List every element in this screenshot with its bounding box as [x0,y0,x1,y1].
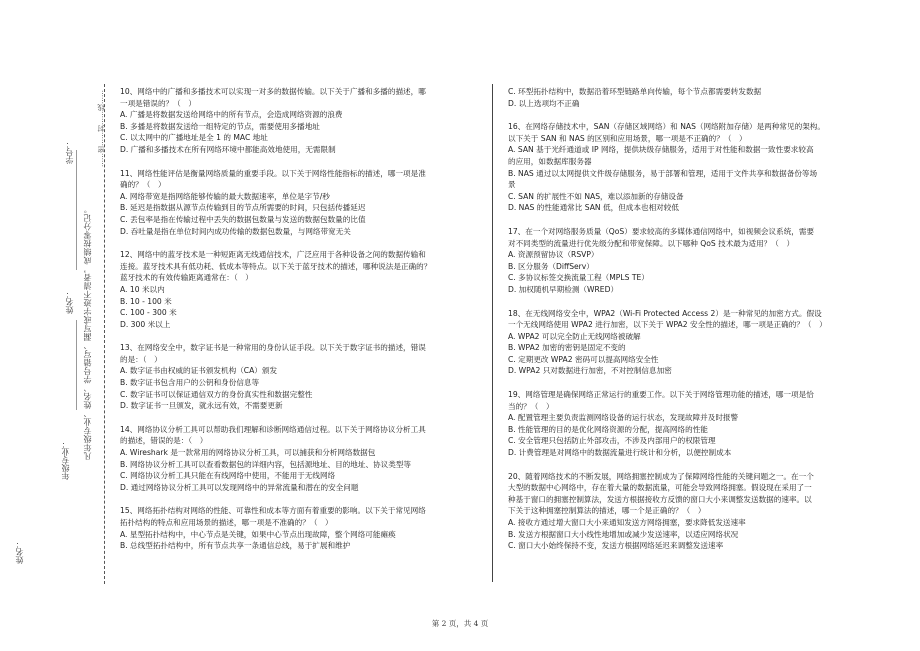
question-stem-line: 的是：（ ） [120,354,162,364]
option-c: C. 数字证书可以保证通信双方的身份真实性和数据完整性 [120,389,313,399]
option-b: B. 发送方根据窗口大小线性地增加或减少发送速率，以适应网络状况 [508,529,739,539]
question-stem-line: 一项是错误的？（ ） [120,98,196,108]
student-id-underline [76,150,77,270]
question-stem-line: 下关于这种拥塞控制算法的描述，哪一个是正确的？（ ） [508,506,706,516]
question-stem-line: 11、网络性能评估是衡量网络质量的重要手段。以下关于网络性能指标的描述，哪一项是准 [120,168,426,178]
question-stem-line: 20、随着网络技术的不断发展，网络拥塞控制成为了保障网络性能的关键问题之一。在一个 [508,471,814,481]
right-column [508,86,838,564]
name-underline [76,320,77,410]
question-stem-line: 的描述，错误的是：（ ） [120,436,208,446]
option-d: D. 300 米以上 [120,319,171,329]
option-c: C. 以太网中的广播地址是全 1 的 MAC 地址 [120,133,268,143]
question-stem-line: 种基于窗口的拥塞控制算法，发送方根据接收方反馈的窗口大小来调整发送数据的速率。以 [508,494,812,504]
option-a: A. 接收方通过增大窗口大小来通知发送方网络拥塞，要求降低发送速率 [508,518,746,527]
question-stem-line: 10、网络中的广播和多播技术可以实现一对多的数据传输。以下关于广播和多播的描述，哪 [120,87,426,96]
option-d: D. 广播和多播技术在所有网络环境中都能高效地使用，无需限制 [120,144,336,154]
option-a-cont: 的应用，如数据库服务器 [508,156,592,166]
option-c: C. 定期更改 WPA2 密码可以提高网络安全性 [508,354,659,364]
option-b: B. 数字证书包含用户的公钥和身份信息等 [120,378,260,388]
question-stem-line: 拓扑结构的特点和应用场景的描述，哪一项是不准确的？（ ） [120,518,333,527]
name-label: 姓名： [65,290,74,314]
option-d: D. 通过网络协议分析工具可以发现网络中的异常流量和潜在的安全问题 [120,482,359,492]
question-stem-line: 13、在网络安全中，数字证书是一种常用的身份认证手段。以下关于数字证书的描述，错误 [120,343,426,353]
option-c: C. 环型拓扑结构中，数据沿着环型链路单向传输，每个节点都需要转发数据 [508,87,762,96]
option-b: B. 区分服务（DiffServ） [508,261,594,271]
option-d: D. 计费管理是对网络中的数据流量进行统计和分析，以便控制成本 [508,448,732,458]
question-stem-line: 连接。蓝牙技术具有低功耗、低成本等特点。以下关于蓝牙技术的描述，哪种说法是正确的？ [120,261,432,271]
question-stem-line: 大型的数据中心网络中，存在着大量的数据流量，可能会导致网络拥塞。假设现在采用了一 [508,483,812,493]
question-stem-line: 一个无线网络使用 WPA2 进行加密，以下关于 WPA2 安全性的描述，哪一项是正确的？（ ） [508,320,827,330]
option-a: A. 数字证书由权威的证书颁发机构（CA）颁发 [120,366,278,376]
option-d: D. 加权随机早期检测（WRED） [508,284,619,294]
question-10 [120,86,455,156]
question-13 [120,342,455,412]
page-number: 第 2 页，共 4 页 [431,619,489,628]
question-20 [508,471,838,552]
seal-line [104,84,105,584]
option-b-cont: 景 [508,180,516,190]
option-a: A. WPA2 可以完全防止无线网络被破解 [508,331,641,341]
question-stem-line: 15、网络拓扑结构对网络的性能、可靠性和成本等方面有着重要的影响。以下关于常见网络 [120,506,426,516]
full-name-label: 姓名： [15,540,24,564]
question-stem-line: 当的？（ ） [508,401,554,411]
option-b: B. 10 - 100 米 [120,296,172,306]
option-d: D. WPA2 只对数据进行加密，不对控制信息加密 [508,366,672,376]
left-column [120,86,455,564]
question-17 [508,226,838,296]
question-stem-line: 17、在一个对网络服务质量（QoS）要求较高的多媒体通信网络中，如视频会议系统，需要 [508,226,815,236]
option-d: D. NAS 的性能通常比 SAN 低，但成本也相对较低 [508,203,679,213]
question-18 [508,308,838,378]
option-a: A. 广播是将数据发送给网络中的所有节点，会造成网络资源的浪费 [120,110,343,120]
option-c: C. 丢包率是指在传输过程中丢失的数据包数量与发送的数据包数量的比值 [120,214,366,224]
question-stem-line: 对不同类型的流量进行优先级分配和带宽保障。以下哪种 QoS 技术最为适用？（ ） [508,238,795,248]
option-a: A. 星型拓扑结构中，中心节点是关键，如果中心节点出现故障，整个网络可能瘫痪 [120,529,396,539]
question-14 [120,424,455,494]
question-stem-line: 确的？（ ） [120,180,166,190]
option-b: B. 总线型拓扑结构中，所有节点共享一条通信总线，易于扩展和维护 [120,541,351,551]
question-stem-line: 18、在无线网络安全中，WPA2（Wi-Fi Protected Access 2）是一种常见的加密方式。假设 [508,308,822,318]
question-15-continued [508,86,838,109]
question-15 [120,505,455,551]
major-label: 年级专业： [61,440,70,480]
option-a: A. 10 米以内 [120,284,165,294]
instruction-text: 凡年级专业、姓名、学号错写、漏写或字迹不清者，成绩按零分记。 [83,205,92,460]
question-stem-line: 12、网络中的蓝牙技术是一种短距离无线通信技术，广泛应用于各种设备之间的数据传输和 [120,250,426,260]
question-stem-line: 蓝牙技术的有效传输距离通常在：（ ） [120,273,253,283]
question-12 [120,249,455,330]
option-b: B. NAS 通过以太网提供文件级存储服务，易于部署和管理，适用于文件共享和数据备份等场 [508,168,818,178]
option-b: B. 网络协议分析工具可以查看数据包的详细内容，包括源地址、目的地址、协议类型等 [120,459,412,469]
seal-mark: ……密……封……线…… [97,90,105,167]
question-stem-line: 16、在网络存储技术中，SAN（存储区域网络）和 NAS（网络附加存储）是两种常见的架构。 [508,122,825,132]
option-a: A. 资源预留协议（RSVP） [508,250,599,260]
option-a: A. Wireshark 是一款常用的网络协议分析工具，可以捕获和分析网络数据包 [120,448,376,458]
option-d: D. 吞吐量是指在单位时间内成功传输的数据包数量，与网络带宽无关 [120,226,351,236]
option-c: C. SAN 的扩展性不如 NAS，难以添加新的存储设备 [508,191,684,201]
option-b: B. 性能管理的目的是优化网络资源的分配，提高网络的性能 [508,424,708,434]
student-id-label: 学号： [65,140,74,164]
option-c: C. 网络协议分析工具只能在有线网络中使用，不能用于无线网络 [120,471,336,481]
option-a: A. 网络带宽是指网络能够传输的最大数据速率，单位是字节/秒 [120,191,330,201]
option-d: D. 数字证书一旦颁发，就永远有效，不需要更新 [120,401,283,411]
option-b: B. WPA2 加密的密钥是固定不变的 [508,343,626,353]
option-b: B. 多播是将数据发送给一组特定的节点，需要使用多播地址 [120,121,320,131]
option-b: B. 延迟是指数据从源节点传输到目的节点所需要的时间，只包括传播延迟 [120,203,366,213]
question-stem-line: 以下关于 SAN 和 NAS 的区别和应用场景，哪一项是不正确的？（ ） [508,133,747,143]
question-19 [508,389,838,459]
question-16 [508,121,838,214]
question-11 [120,168,455,238]
binding-margin [0,0,110,651]
option-c: C. 安全管理只包括防止外部攻击，不涉及内部用户的权限管理 [508,436,716,446]
option-a: A. 配置管理主要负责监测网络设备的运行状态，发现故障并及时报警 [508,413,739,423]
option-c: C. 100 - 300 米 [120,308,177,318]
option-c: C. 多协议标签交换流量工程（MPLS TE） [508,273,649,283]
question-stem-line: 14、网络协议分析工具可以帮助我们理解和诊断网络通信过程。以下关于网络协议分析工具 [120,424,426,434]
option-a: A. SAN 基于光纤通道或 IP 网络，提供块级存储服务，适用于对性能和数据一致性要求较高 [508,145,814,155]
column-divider [492,84,493,582]
option-c: C. 窗口大小始终保持不变，发送方根据网络延迟来调整发送速率 [508,541,724,551]
option-d: D. 以上选项均不正确 [508,98,580,108]
question-stem-line: 19、网络管理是确保网络正常运行的重要工作。以下关于网络管理功能的描述，哪一项是恰 [508,390,814,400]
